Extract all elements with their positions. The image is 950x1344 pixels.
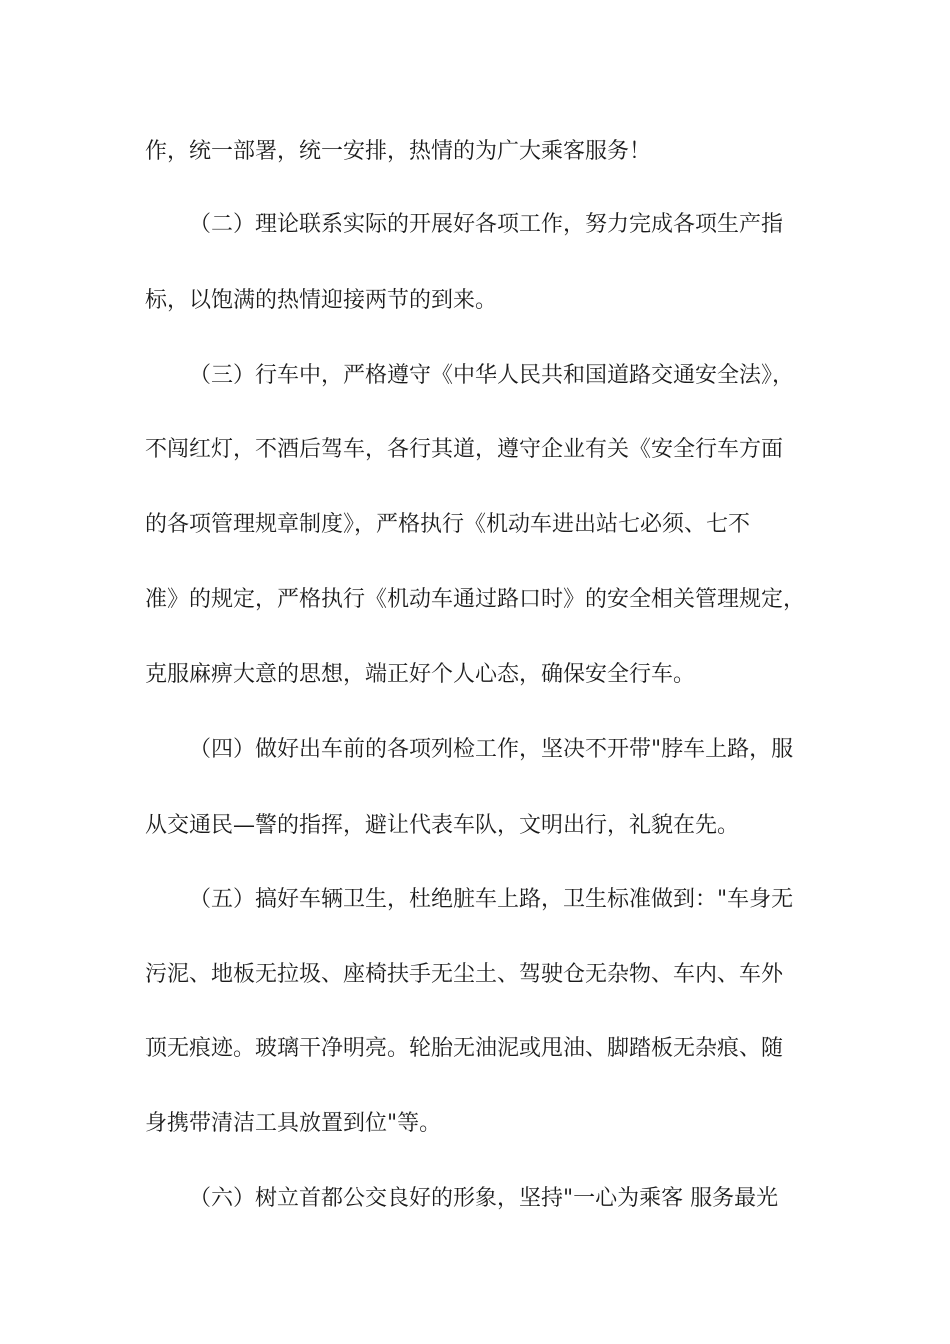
paragraph-line: 准》的规定，严格执行《机动车通过路口时》的安全相关管理规定， bbox=[145, 587, 806, 612]
paragraph-line: （三）行车中，严格遵守《中华人民共和国道路交通安全法》， bbox=[189, 363, 795, 388]
paragraph-line: 身携带清洁工具放置到位"等。 bbox=[145, 1111, 442, 1136]
paragraph-line: （六）树立首都公交良好的形象，坚持"一心为乘客 服务最光 bbox=[189, 1186, 779, 1211]
paragraph-line: （二）理论联系实际的开展好各项工作，努力完成各项生产指 bbox=[189, 212, 784, 237]
paragraph-line: 标，以饱满的热情迎接两节的到来。 bbox=[145, 288, 498, 313]
paragraph-line: （四）做好出车前的各项列检工作，坚决不开带"脖车上路，服 bbox=[189, 737, 794, 762]
paragraph-line: 的各项管理规章制度》，严格执行《机动车进出站七必须、七不 bbox=[145, 512, 751, 537]
paragraph-line: （五）搞好车辆卫生，杜绝脏车上路，卫生标准做到："车身无 bbox=[189, 887, 794, 912]
paragraph-line: 顶无痕迹。玻璃干净明亮。轮胎无油泥或甩油、脚踏板无杂痕、随 bbox=[145, 1036, 784, 1061]
paragraph-line: 克服麻痹大意的思想，端正好个人心态，确保安全行车。 bbox=[145, 662, 696, 687]
paragraph-line: 从交通民—警的指挥，避让代表车队，文明出行，礼貌在先。 bbox=[145, 813, 740, 838]
paragraph-line: 不闯红灯，不酒后驾车，各行其道，遵守企业有关《安全行车方面 bbox=[145, 437, 784, 462]
paragraph-line: 作，统一部署，统一安排，热情的为广大乘客服务！ bbox=[145, 139, 652, 164]
paragraph-line: 污泥、地板无拉圾、座椅扶手无尘土、驾驶仓无杂物、车内、车外 bbox=[145, 962, 784, 987]
